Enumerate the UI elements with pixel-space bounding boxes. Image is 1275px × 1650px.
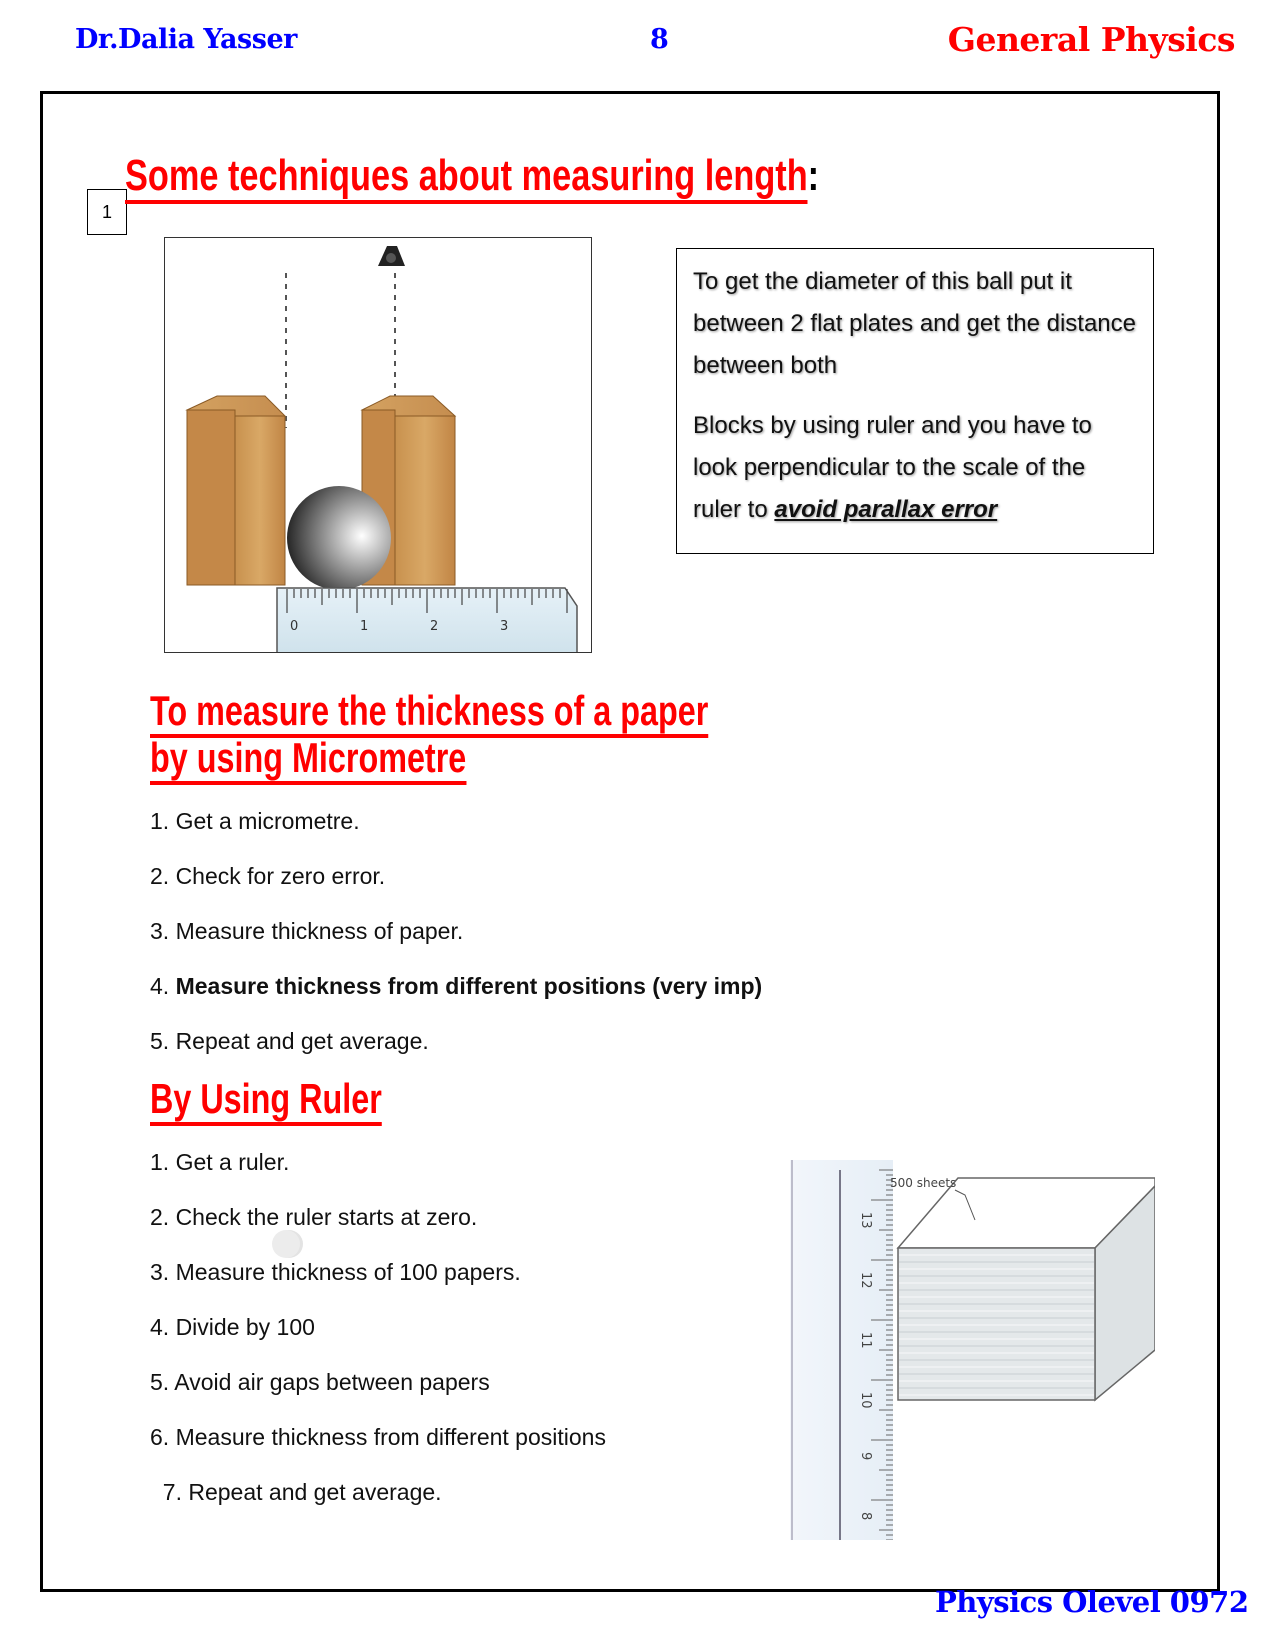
micrometre-title-line-2-text: by using Micrometre <box>150 737 466 785</box>
ruler-steps-list <box>150 1147 606 1532</box>
list-item: 2. Check for zero error. <box>150 863 386 889</box>
parallax-emphasis: avoid parallax error <box>774 496 998 523</box>
list-item: 3. Measure thickness of paper. <box>150 918 464 944</box>
section-number-box: 1 <box>87 189 127 235</box>
list-item: 2. Check the ruler starts at zero. <box>150 1204 478 1230</box>
main-title <box>125 151 820 204</box>
list-item-number: 4. <box>150 973 176 999</box>
micrometre-title-line-2 <box>150 734 467 785</box>
list-item: 5. Avoid air gaps between papers <box>150 1369 490 1395</box>
header-author: Dr.Dalia Yasser <box>75 24 297 55</box>
cursor-artifact-icon <box>272 1230 300 1258</box>
ball-blocks-illustration <box>165 238 592 653</box>
footer-course: Physics Olevel 0972 <box>935 1585 1249 1619</box>
ruler-label-0: 0 <box>290 619 299 634</box>
vruler-label-13: 13 <box>858 1212 873 1229</box>
list-item: 4. Divide by 100 <box>150 1314 315 1340</box>
sheets-label: 500 sheets <box>890 1176 957 1190</box>
vruler-label-8: 8 <box>858 1512 873 1521</box>
ball-diameter-figure <box>164 237 592 653</box>
micrometre-title-line-1-text: To measure the thickness of a paper <box>150 690 708 738</box>
main-title-colon: : <box>807 151 820 200</box>
paper-stack <box>890 1176 1155 1400</box>
explanation-box <box>676 248 1154 554</box>
wooden-block-left <box>187 396 285 585</box>
list-item-bold-text: Measure thickness from different positions (very imp) <box>175 973 763 999</box>
list-item: 1. Get a ruler. <box>150 1149 290 1175</box>
main-title-text: Some techniques about measuring length <box>125 154 808 204</box>
ruler <box>277 588 577 653</box>
explanation-paragraph-1: To get the diameter of this ball put it between 2 flat plates and get the distance between both <box>693 268 1136 379</box>
list-item <box>150 971 762 1026</box>
ruler-label-2: 2 <box>430 619 439 634</box>
explanation-paragraph-2 <box>693 405 1139 531</box>
eye-icon <box>378 246 405 266</box>
vruler-label-12: 12 <box>858 1272 873 1289</box>
vertical-ruler <box>790 1160 893 1540</box>
vruler-label-11: 11 <box>858 1332 873 1349</box>
list-item: 3. Measure thickness of 100 papers. <box>150 1259 521 1285</box>
steel-ball <box>287 486 391 590</box>
explanation-paragraph-2-text: Blocks by using ruler and you have to look perpendicular to the scale of the ruler to <box>693 412 1092 523</box>
micrometre-title-line-1 <box>150 687 709 738</box>
vruler-label-9: 9 <box>858 1452 873 1461</box>
ruler-label-1: 1 <box>360 619 369 634</box>
header-subject: General Physics <box>947 20 1235 59</box>
list-item: 5. Repeat and get average. <box>150 1028 429 1054</box>
paper-stack-figure <box>790 1150 1155 1540</box>
list-item: 7. Repeat and get average. <box>150 1479 442 1505</box>
ruler-section-title-text: By Using Ruler <box>150 1078 382 1126</box>
list-item: 1. Get a micrometre. <box>150 808 360 834</box>
list-item: 6. Measure thickness from different positions <box>150 1424 606 1450</box>
ruler-label-3: 3 <box>500 619 509 634</box>
vruler-label-10: 10 <box>858 1392 873 1409</box>
micrometre-steps-list <box>150 806 762 1081</box>
page-number: 8 <box>650 24 669 55</box>
ruler-section-title <box>150 1075 382 1126</box>
paper-stack-illustration <box>790 1150 1155 1540</box>
